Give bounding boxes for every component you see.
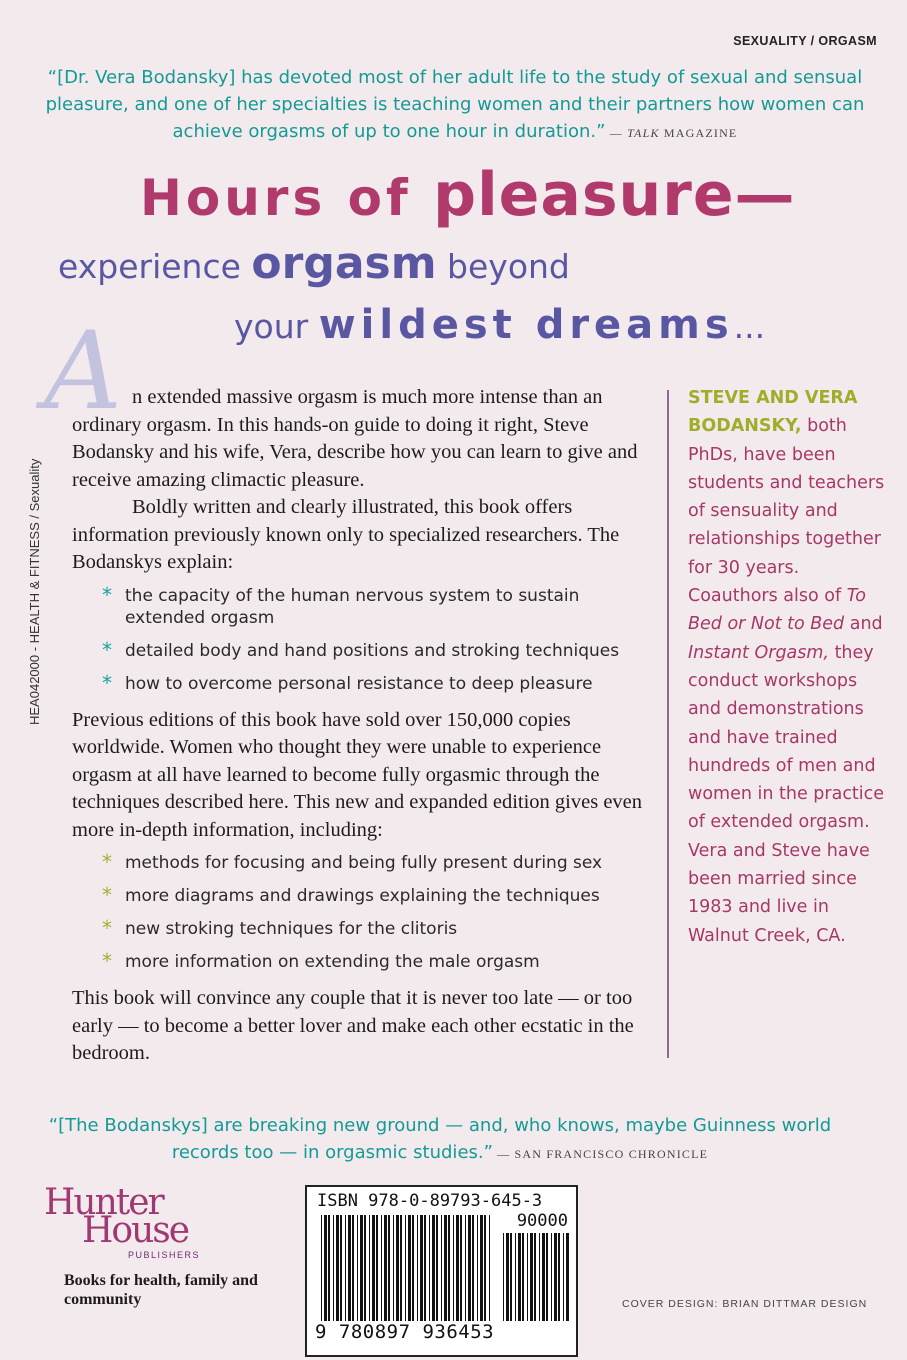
bullet-list-2 bbox=[72, 852, 644, 973]
barcode-bar bbox=[456, 1215, 459, 1321]
barcode-bar bbox=[542, 1233, 545, 1321]
barcode-bar bbox=[393, 1215, 394, 1321]
barcode-bar bbox=[453, 1215, 454, 1321]
addon-barcode-bars bbox=[503, 1233, 569, 1321]
barcode-bar bbox=[448, 1215, 450, 1321]
barcode-bar bbox=[396, 1215, 399, 1321]
barcode-bar bbox=[518, 1233, 521, 1321]
barcode-bar bbox=[424, 1215, 426, 1321]
list-item: * the capacity of the human nervous system to sustain extended orgasm bbox=[102, 582, 580, 628]
paragraph-1: n extended massive orgasm is much more intense than an ordinary orgasm. In this hands-on guide to doing it right, Steve Bodansky and his wife, Vera, describe how you can learn to give and receive amazing climactic pleasure. bbox=[72, 386, 638, 491]
barcode-bar bbox=[381, 1215, 382, 1321]
barcode-bar bbox=[468, 1215, 471, 1321]
barcode-bar bbox=[551, 1233, 552, 1321]
author-bio: STEVE AND VERA BODANSKY, both PhDs, have been students and teachers of sensuality and relationships together for 30 years. Coauthors also of To Bed or Not to Bed and Instant Orgasm, they conduct workshops and demonstrations and have trained hundreds of men and women in the practice of extended orgasm. Vera and Steve have been married since 1983 and live in Walnut Creek, CA. bbox=[688, 388, 885, 946]
barcode-bar bbox=[388, 1215, 390, 1321]
barcode-bar bbox=[489, 1215, 490, 1321]
asterisk-icon: * bbox=[102, 637, 112, 662]
list-item: * methods for focusing and being fully present during sex bbox=[102, 850, 603, 874]
asterisk-icon: * bbox=[102, 850, 112, 874]
barcode-bar bbox=[405, 1215, 406, 1321]
asterisk-icon: * bbox=[102, 582, 112, 607]
barcode-bar bbox=[345, 1215, 346, 1321]
barcode-bar bbox=[530, 1233, 533, 1321]
barcode-bar bbox=[336, 1215, 339, 1321]
barcode-bar bbox=[539, 1233, 540, 1321]
barcode-bar bbox=[441, 1215, 442, 1321]
headline-line-3: your wildest dreams... bbox=[234, 302, 766, 348]
barcode-bar bbox=[472, 1215, 474, 1321]
barcode-bar bbox=[429, 1215, 430, 1321]
barcode-bar bbox=[527, 1233, 528, 1321]
asterisk-icon: * bbox=[102, 916, 112, 940]
paragraph-2: Boldly written and clearly illustrated, this book offers information previously known only to specialized researchers. The Bodanskys explain: bbox=[72, 496, 620, 573]
barcode-bar bbox=[522, 1233, 524, 1321]
barcode-bar bbox=[369, 1215, 370, 1321]
list-item: * new stroking techniques for the clitoris bbox=[102, 916, 458, 940]
barcode-bar bbox=[420, 1215, 423, 1321]
barcode-bar bbox=[376, 1215, 378, 1321]
book-title-1: To Bed or Not to Bed bbox=[688, 586, 866, 635]
isbn-barcode bbox=[305, 1185, 578, 1357]
bottom-quote-text: “[The Bodanskys] are breaking new ground — and, who knows, maybe Guinness world records too — in orgasmic studies.” bbox=[48, 1115, 832, 1163]
top-quote-text: “[Dr. Vera Bodansky] has devoted most of her adult life to the study of sexual and sensual pleasure, and one of her specialties is teaching women and their partners how women can achieve orgasms of up to one hour in duration.” bbox=[45, 67, 865, 142]
barcode-bar bbox=[554, 1233, 557, 1321]
publisher-tagline: Books for health, family and community bbox=[64, 1272, 258, 1308]
top-quote-attribution: — TALK MAGAZINE bbox=[605, 126, 738, 140]
book-title-2: Instant Orgasm, bbox=[688, 642, 829, 663]
headline-line-1: Hours of pleasure— bbox=[140, 160, 796, 230]
barcode-bar bbox=[506, 1233, 509, 1321]
list-item: * detailed body and hand positions and stroking techniques bbox=[102, 637, 620, 662]
barcode-bar bbox=[510, 1233, 512, 1321]
barcode-bar bbox=[348, 1215, 351, 1321]
isbn-text: ISBN 978-0-89793-645-3 bbox=[317, 1191, 543, 1211]
asterisk-icon: * bbox=[102, 883, 112, 907]
publisher-logo: Hunter House PUBLISHERS bbox=[44, 1182, 201, 1260]
barcode-bar bbox=[432, 1215, 435, 1321]
bottom-quote bbox=[40, 1112, 840, 1168]
barcode-bar bbox=[372, 1215, 375, 1321]
barcode-bar bbox=[328, 1215, 330, 1321]
barcode-bar bbox=[408, 1215, 411, 1321]
barcode-bar bbox=[460, 1215, 462, 1321]
barcode-bar bbox=[412, 1215, 414, 1321]
barcode-bar bbox=[480, 1215, 483, 1321]
barcode-bar bbox=[417, 1215, 418, 1321]
bottom-quote-attribution: — SAN FRANCISCO CHRONICLE bbox=[492, 1147, 709, 1161]
barcode-bar bbox=[563, 1233, 564, 1321]
category-label: SEXUALITY / ORGASM bbox=[733, 34, 877, 48]
asterisk-icon: * bbox=[102, 949, 112, 973]
barcode-bar bbox=[324, 1215, 327, 1321]
barcode-bar bbox=[333, 1215, 334, 1321]
sidebar-divider bbox=[667, 390, 669, 1058]
barcode-bar bbox=[360, 1215, 363, 1321]
barcode-bar bbox=[384, 1215, 387, 1321]
author-names: STEVE AND VERA BODANSKY, bbox=[688, 388, 858, 437]
barcode-bar bbox=[566, 1233, 569, 1321]
asterisk-icon: * bbox=[102, 670, 112, 695]
price-addon-code: 90000 bbox=[516, 1211, 568, 1231]
barcode-bar bbox=[400, 1215, 402, 1321]
barcode-bar bbox=[321, 1215, 322, 1321]
barcode-bar bbox=[364, 1215, 366, 1321]
list-item: * more information on extending the male orgasm bbox=[102, 949, 540, 973]
barcode-bar bbox=[503, 1233, 504, 1321]
barcode-bar bbox=[465, 1215, 466, 1321]
subject-code-spine: HEA042000 - HEALTH & FITNESS / Sexuality bbox=[27, 458, 42, 725]
barcode-bar bbox=[515, 1233, 516, 1321]
cover-design-credit: COVER DESIGN: BRIAN DITTMAR DESIGN bbox=[622, 1298, 868, 1310]
bullet-list-1 bbox=[72, 582, 644, 695]
drop-cap: A bbox=[44, 309, 122, 434]
paragraph-4: This book will convince any couple that it is never too late — or too early — to become a better lover and make each other ecstatic in the bedroom. bbox=[72, 987, 634, 1064]
barcode-bar bbox=[340, 1215, 342, 1321]
barcode-bar bbox=[546, 1233, 548, 1321]
barcode-bar bbox=[352, 1215, 354, 1321]
list-item: * how to overcome personal resistance to deep pleasure bbox=[102, 670, 593, 695]
paragraph-3: Previous editions of this book have sold over 150,000 copies worldwide. Women who thought they were unable to experience orgasm at all have learned to become fully orgasmic through the techniques described here. This new and expanded edition gives even more in-depth information, including: bbox=[72, 708, 643, 841]
ean-number: 9 780897 936453 bbox=[315, 1321, 495, 1343]
description-body bbox=[72, 384, 644, 1068]
top-quote bbox=[40, 64, 870, 147]
headline-line-2: experience orgasm beyond bbox=[58, 238, 570, 289]
barcode-bars bbox=[321, 1215, 493, 1321]
barcode-bar bbox=[444, 1215, 447, 1321]
barcode-bar bbox=[558, 1233, 560, 1321]
barcode-bar bbox=[357, 1215, 358, 1321]
barcode-bar bbox=[477, 1215, 478, 1321]
barcode-bar bbox=[484, 1215, 486, 1321]
barcode-bar bbox=[534, 1233, 536, 1321]
list-item: * more diagrams and drawings explaining the techniques bbox=[102, 883, 600, 907]
barcode-bar bbox=[436, 1215, 438, 1321]
